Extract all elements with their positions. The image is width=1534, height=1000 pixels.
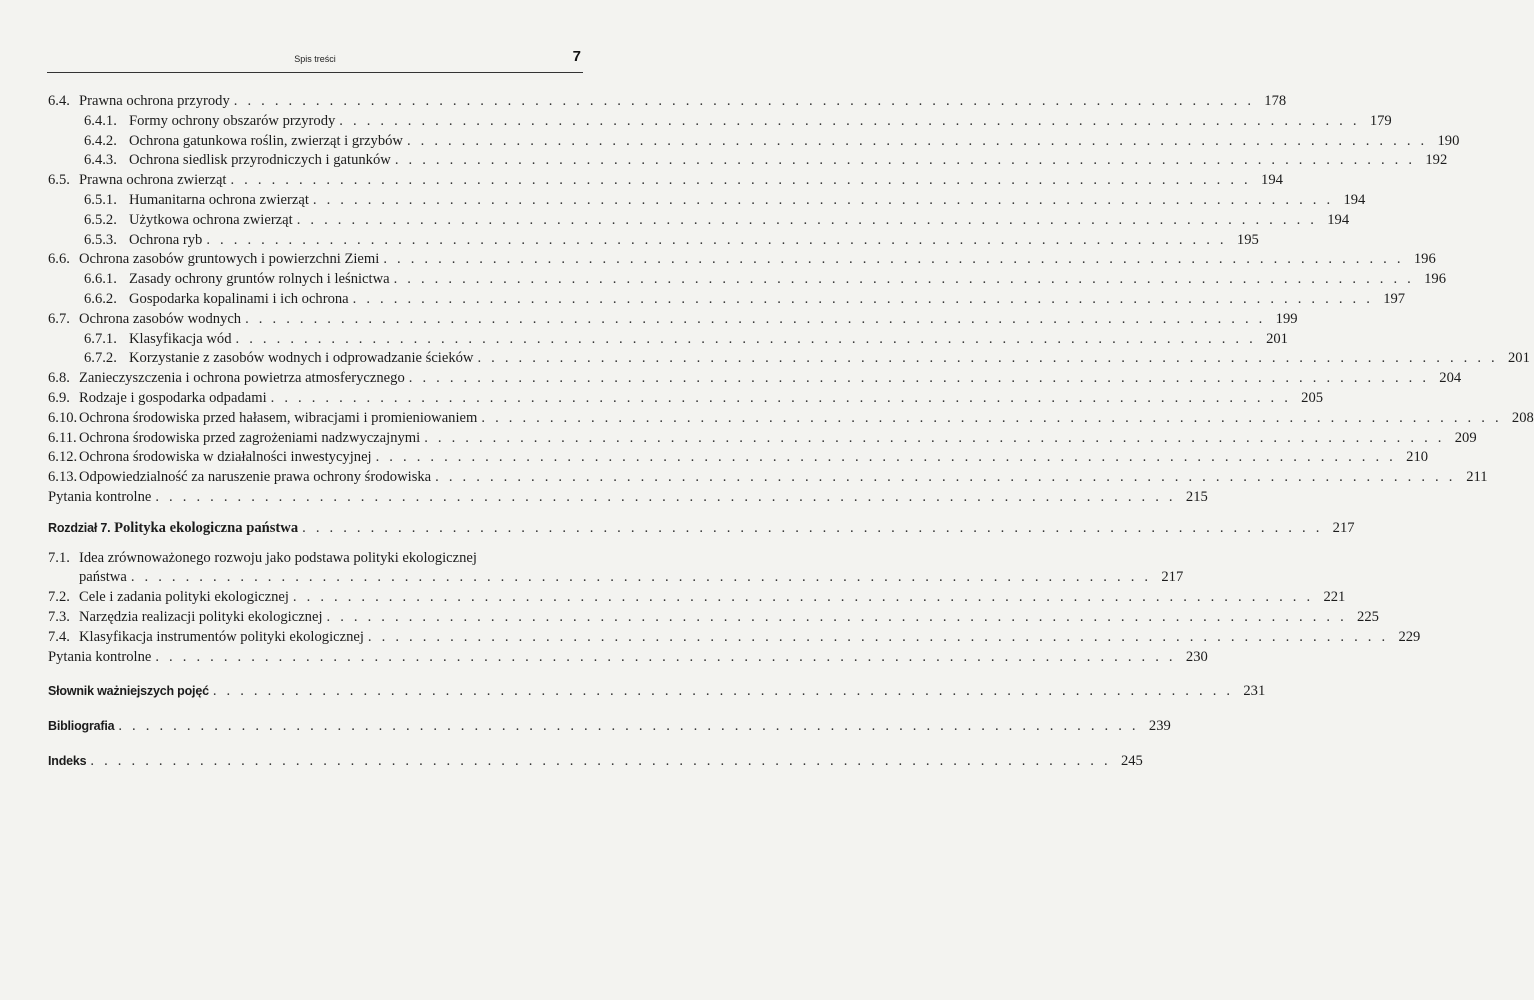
toc-entry[interactable] (48, 448, 1429, 468)
toc-entry-title-group (48, 171, 226, 191)
toc-entry-title: Użytkowa ochrona zwierząt (129, 211, 293, 228)
toc-entry-title: Ochrona środowiska przed zagrożeniami nadzwyczajnymi (79, 429, 421, 446)
toc-entry-title-group (48, 628, 364, 648)
toc-entry[interactable] (48, 468, 1488, 488)
toc-entry-title: Pytania kontrolne (48, 488, 152, 505)
leader-dots: . . . . . . . . . . . . . . . . . . . . . . . . . . . . . . . . . . . . . . . . . . . . . . . . . . . . . . . . . . . . . . . . . . . . . . . . . . . (367, 628, 1389, 645)
toc-entry-number: 6.5.2. (84, 211, 117, 228)
toc-entry-title: Zanieczyszczenia i ochrona powietrza atmosferycznego (79, 370, 405, 387)
page-ref: 217 (1332, 519, 1355, 536)
toc-entry[interactable] (48, 290, 1406, 310)
leader-dots: . . . . . . . . . . . . . . . . . . . . . . . . . . . . . . . . . . . . . . . . . . . . . . . . . . . . . . . . . . . . . . . . . . . . . . . . . . . (130, 569, 1152, 586)
toc-entry-title-group (48, 409, 477, 429)
toc-entry-number: 6.7.1. (84, 330, 117, 347)
toc-entry-number: 7.2. (48, 589, 70, 606)
toc-section-chapter-6 (48, 92, 1534, 508)
toc-entry[interactable] (48, 409, 1534, 429)
page-ref: 225 (1357, 608, 1379, 625)
page-ref: 215 (1185, 488, 1208, 505)
toc-entry-title-group (48, 608, 323, 628)
toc-entry[interactable] (48, 349, 1530, 369)
toc-entry[interactable] (48, 429, 1477, 449)
toc-entry-title: Ochrona środowiska w działalności inwestycyjnej (79, 449, 372, 466)
toc-entry-title: Ochrona zasobów wodnych (79, 310, 242, 327)
header-rule (47, 72, 583, 73)
chapter-title: Polityka ekologiczna państwa (114, 519, 299, 536)
page-ref: 211 (1466, 469, 1488, 486)
page-ref: 179 (1369, 112, 1392, 129)
toc-entry-backmatter[interactable] (48, 717, 1171, 737)
leader-dots: . . . . . . . . . . . . . . . . . . . . . . . . . . . . . . . . . . . . . . . . . . . . . . . . . . . . . . . . . . . . . . . . . . . . . . . . . . . (312, 191, 1334, 208)
toc-entry-number: 6.11. (48, 429, 77, 446)
toc-entry-title: Indeks (48, 753, 87, 768)
toc-entry[interactable] (48, 211, 1350, 231)
toc-entry-title: Ochrona środowiska przed hałasem, wibracjami i promieniowaniem (79, 409, 478, 426)
toc-entry-title-group (48, 250, 379, 270)
toc-entry-number: 6.7. (48, 310, 70, 327)
toc-entry[interactable] (48, 151, 1448, 171)
page-ref: 209 (1454, 429, 1477, 446)
toc-entry-number: 6.12. (48, 449, 78, 466)
toc-entry[interactable] (48, 270, 1447, 290)
leader-dots: . . . . . . . . . . . . . . . . . . . . . . . . . . . . . . . . . . . . . . . . . . . . . . . . . . . . . . . . . . . . . . . . . . . . . . . . . . . (118, 718, 1139, 735)
toc-entry-number: 6.5.3. (84, 231, 117, 248)
page-ref: 178 (1264, 93, 1287, 109)
toc-entry-number: 7.3. (48, 608, 70, 625)
toc-entry[interactable] (48, 92, 1287, 112)
page-ref: 194 (1261, 172, 1283, 189)
toc-entry-title-group (84, 231, 202, 251)
toc-entry-title: Ochrona siedlisk przyrodniczych i gatunków (129, 152, 391, 169)
toc-entry-title-group (48, 92, 230, 112)
toc-entry[interactable] (48, 250, 1436, 270)
page-ref: 208 (1511, 409, 1534, 426)
toc-entry-title: Ochrona ryb (129, 231, 203, 248)
toc-entry-title-group (48, 448, 372, 468)
toc-entry[interactable] (48, 191, 1366, 211)
toc-entry-number: 6.7.2. (84, 350, 117, 367)
toc-entry-number: 6.5. (48, 172, 70, 189)
leader-dots: . . . . . . . . . . . . . . . . . . . . . . . . . . . . . . . . . . . . . . . . . . . . . . . . . . . . . . . . . . . . . . . . . . . . . . . . . . . (233, 93, 1255, 109)
toc-entry-title: Bibliografia (48, 719, 115, 734)
toc-entry-title: Odpowiedzialność za naruszenie prawa ochrony środowiska (79, 469, 432, 486)
page-ref: 229 (1398, 628, 1421, 645)
toc-entry-title: Formy ochrony obszarów przyrody (129, 112, 336, 129)
toc-entry-number: 6.13. (48, 469, 78, 486)
toc-entry[interactable] (48, 588, 1346, 608)
chapter-label: Rozdział 7. (48, 520, 111, 535)
page-ref: 199 (1275, 310, 1298, 327)
page-ref: 196 (1424, 271, 1447, 288)
toc-entry-title: Zasady ochrony gruntów rolnych i leśnictwa (129, 271, 390, 288)
page-ref: 204 (1439, 370, 1462, 387)
toc-entry-number: 6.6. (48, 251, 70, 268)
toc-entry-chapter-7[interactable] (48, 519, 1355, 539)
toc-entry-title-group (84, 270, 390, 290)
page-ref: 230 (1185, 648, 1208, 665)
toc-entry[interactable] (48, 132, 1460, 152)
toc-entry-title-group (84, 191, 309, 211)
page-ref: 192 (1425, 152, 1448, 169)
page-ref: 245 (1120, 752, 1143, 769)
toc-entry[interactable] (48, 488, 1208, 508)
toc-entry[interactable] (48, 389, 1324, 409)
page-ref: 196 (1413, 251, 1436, 268)
page-ref: 190 (1437, 132, 1460, 149)
toc-entry-number: 6.10. (48, 409, 78, 426)
leader-dots: . . . . . . . . . . . . . . . . . . . . . . . . . . . . . . . . . . . . . . . . . . . . . . . . . . . . . . . . . . . . . . . . . . . . . . . . . . . (206, 231, 1227, 248)
toc-entry-title-group (84, 151, 391, 171)
toc-entry-title-group (48, 429, 420, 449)
toc-entry[interactable] (48, 648, 1208, 668)
toc-entry-title-group (48, 369, 405, 389)
toc-entry[interactable] (48, 231, 1259, 251)
toc-entry[interactable] (48, 608, 1379, 628)
toc-entry-title-group (84, 132, 403, 152)
leader-dots: . . . . . . . . . . . . . . . . . . . . . . . . . . . . . . . . . . . . . . . . . . . . . . . . . . . . . . . . . . . . . . . . . . . . . . . . . . . (477, 350, 1498, 367)
toc-entry-title-group (48, 468, 431, 488)
leader-dots: . . . . . . . . . . . . . . . . . . . . . . . . . . . . . . . . . . . . . . . . . . . . . . . . . . . . . . . . . . . . . . . . . . . . . . . . . . . (235, 330, 1256, 347)
toc-entry-title-group (84, 349, 473, 369)
toc-entry-title-group (48, 488, 151, 508)
leader-dots: . . . . . . . . . . . . . . . . . . . . . . . . . . . . . . . . . . . . . . . . . . . . . . . . . . . . . . . . . . . . . . . . . . . . . . . . . . . (408, 370, 1430, 387)
toc-entry[interactable] (48, 171, 1283, 191)
toc-entry-line-1 (48, 549, 582, 569)
toc-entry-backmatter[interactable] (48, 752, 1143, 772)
page-ref: 195 (1236, 231, 1259, 248)
running-header-title: Spis treści (294, 54, 336, 64)
leader-dots: . . . . . . . . . . . . . . . . . . . . . . . . . . . . . . . . . . . . . . . . . . . . . . . . . . . . . . . . . . . . . . . . . . . . . . . . . . . (302, 519, 1323, 536)
toc-entry-title: Narzędzia realizacji polityki ekologicznej (79, 608, 323, 625)
leader-dots: . . . . . . . . . . . . . . . . . . . . . . . . . . . . . . . . . . . . . . . . . . . . . . . . . . . . . . . . . . . . . . . . . . . . . . . . . . . (383, 251, 1404, 268)
spacer (48, 667, 582, 682)
toc-entry-title-group (84, 290, 349, 310)
toc-entry-title: Humanitarna ochrona zwierząt (129, 191, 309, 208)
page-ref: 201 (1266, 330, 1288, 347)
page-ref: 194 (1327, 211, 1350, 228)
toc-entry-number: 6.8. (48, 370, 70, 387)
leader-dots: . . . . . . . . . . . . . . . . . . . . . . . . . . . . . . . . . . . . . . . . . . . . . . . . . . . . . . . . . . . . . . . . . . . . . . . . . . . (292, 589, 1314, 606)
page-ref: 205 (1301, 389, 1324, 406)
toc-entry-number: 6.4. (48, 93, 70, 109)
table-of-contents (48, 92, 1534, 772)
toc-entry-title: Ochrona gatunkowa roślin, zwierząt i grzybów (129, 132, 403, 149)
toc-entry-title-group (48, 310, 241, 330)
toc-entry-title-group (48, 588, 289, 608)
leader-dots: . . . . . . . . . . . . . . . . . . . . . . . . . . . . . . . . . . . . . . . . . . . . . . . . . . . . . . . . . . . . . . . . . . . . . . . . . . . (406, 132, 1428, 149)
leader-dots: . . . . . . . . . . . . . . . . . . . . . . . . . . . . . . . . . . . . . . . . . . . . . . . . . . . . . . . . . . . . . . . . . . . . . . . . . . . (326, 608, 1347, 625)
leader-dots: . . . . . . . . . . . . . . . . . . . . . . . . . . . . . . . . . . . . . . . . . . . . . . . . . . . . . . . . . . . . . . . . . . . . . . . . . . . (155, 648, 1176, 665)
toc-entry-title: Klasyfikacja wód (129, 330, 232, 347)
toc-entry-title-line-2: państwa (79, 569, 127, 586)
spacer (48, 702, 582, 717)
page-ref: 239 (1148, 718, 1171, 735)
page-ref: 217 (1161, 569, 1184, 586)
toc-entry-title: Słownik ważniejszych pojęć (48, 684, 209, 699)
toc-entry-title-group (48, 389, 267, 409)
toc-entry[interactable] (48, 628, 1421, 648)
toc-entry-number: 6.6.2. (84, 290, 117, 307)
toc-entry[interactable] (48, 549, 1184, 589)
toc-entry[interactable] (48, 310, 1298, 330)
toc-entry-number: 6.4.2. (84, 132, 117, 149)
toc-backmatter (48, 667, 1266, 771)
leader-dots: . . . . . . . . . . . . . . . . . . . . . . . . . . . . . . . . . . . . . . . . . . . . . . . . . . . . . . . . . . . . . . . . . . . . . . . . . . . (270, 389, 1292, 406)
toc-entry-title-group (84, 330, 232, 350)
leader-dots: . . . . . . . . . . . . . . . . . . . . . . . . . . . . . . . . . . . . . . . . . . . . . . . . . . . . . . . . . . . . . . . . . . . . . . . . . . . (424, 429, 1445, 446)
toc-entry-title-group (48, 648, 151, 668)
leader-dots: . . . . . . . . . . . . . . . . . . . . . . . . . . . . . . . . . . . . . . . . . . . . . . . . . . . . . . . . . . . . . . . . . . . . . . . . . . . (339, 112, 1360, 129)
toc-entry-title: Rodzaje i gospodarka odpadami (79, 389, 267, 406)
toc-entry[interactable] (48, 330, 1288, 350)
toc-entry-title: Korzystanie z zasobów wodnych i odprowadzanie ścieków (129, 350, 474, 367)
leader-dots: . . . . . . . . . . . . . . . . . . . . . . . . . . . . . . . . . . . . . . . . . . . . . . . . . . . . . . . . . . . . . . . . . . . . . . . . . . . (375, 449, 1397, 466)
leader-dots: . . . . . . . . . . . . . . . . . . . . . . . . . . . . . . . . . . . . . . . . . . . . . . . . . . . . . . . . . . . . . . . . . . . . . . . . . . . (245, 310, 1266, 327)
toc-entry-title: Prawna ochrona przyrody (79, 93, 230, 109)
toc-entry-title: Pytania kontrolne (48, 648, 152, 665)
page-ref: 231 (1243, 683, 1266, 700)
toc-entry-title: Gospodarka kopalinami i ich ochrona (129, 290, 349, 307)
toc-entry-number: 6.5.1. (84, 191, 117, 208)
page-ref: 221 (1323, 589, 1346, 606)
toc-entry-number: 7.4. (48, 628, 70, 645)
leader-dots: . . . . . . . . . . . . . . . . . . . . . . . . . . . . . . . . . . . . . . . . . . . . . . . . . . . . . . . . . . . . . . . . . . . . . . . . . . . (435, 469, 1456, 486)
toc-entry-number: 6.4.3. (84, 152, 117, 169)
page-ref: 194 (1343, 191, 1366, 208)
page-ref: 197 (1383, 290, 1406, 307)
toc-entry-number: 6.6.1. (84, 271, 117, 288)
toc-entry-line-2 (48, 568, 1184, 588)
toc-entry[interactable] (48, 369, 1462, 389)
toc-entry[interactable] (48, 112, 1392, 132)
toc-entry-backmatter[interactable] (48, 682, 1266, 702)
leader-dots: . . . . . . . . . . . . . . . . . . . . . . . . . . . . . . . . . . . . . . . . . . . . . . . . . . . . . . . . . . . . . . . . . . . . . . . . . . . (296, 211, 1318, 228)
spacer (48, 737, 582, 752)
toc-entry-title-group (84, 112, 335, 132)
page-ref: 210 (1406, 449, 1429, 466)
toc-entry-title: Prawna ochrona zwierząt (79, 172, 227, 189)
toc-entry-number: 6.4.1. (84, 112, 117, 129)
toc-entry-number: 6.9. (48, 389, 70, 406)
toc-entry-title-line-1: Idea zrównoważonego rozwoju jako podstawa polityki ekologicznej (79, 549, 477, 566)
page-ref: 201 (1508, 350, 1530, 367)
toc-entry-title: Cele i zadania polityki ekologicznej (79, 589, 289, 606)
toc-section-chapter-7 (48, 549, 1421, 668)
leader-dots: . . . . . . . . . . . . . . . . . . . . . . . . . . . . . . . . . . . . . . . . . . . . . . . . . . . . . . . . . . . . . . . . . . . . . . . . . . . (352, 290, 1374, 307)
leader-dots: . . . . . . . . . . . . . . . . . . . . . . . . . . . . . . . . . . . . . . . . . . . . . . . . . . . . . . . . . . . . . . . . . . . . . . . . . . . (394, 152, 1416, 169)
toc-entry-title: Klasyfikacja instrumentów polityki ekologicznej (79, 628, 364, 645)
leader-dots: . . . . . . . . . . . . . . . . . . . . . . . . . . . . . . . . . . . . . . . . . . . . . . . . . . . . . . . . . . . . . . . . . . . . . . . . . . . (230, 172, 1251, 189)
leader-dots: . . . . . . . . . . . . . . . . . . . . . . . . . . . . . . . . . . . . . . . . . . . . . . . . . . . . . . . . . . . . . . . . . . . . . . . . . . . (481, 409, 1502, 426)
leader-dots: . . . . . . . . . . . . . . . . . . . . . . . . . . . . . . . . . . . . . . . . . . . . . . . . . . . . . . . . . . . . . . . . . . . . . . . . . . . (393, 271, 1415, 288)
leader-dots: . . . . . . . . . . . . . . . . . . . . . . . . . . . . . . . . . . . . . . . . . . . . . . . . . . . . . . . . . . . . . . . . . . . . . . . . . . . (212, 683, 1234, 700)
running-header (47, 48, 583, 68)
toc-entry-number: 7.1. (48, 549, 70, 566)
leader-dots: . . . . . . . . . . . . . . . . . . . . . . . . . . . . . . . . . . . . . . . . . . . . . . . . . . . . . . . . . . . . . . . . . . . . . . . . . . . (90, 752, 1111, 769)
toc-entry-title-group (84, 211, 293, 231)
toc-entry-title: Ochrona zasobów gruntowych i powierzchni Ziemi (79, 251, 380, 268)
page-number: 7 (572, 48, 581, 65)
leader-dots: . . . . . . . . . . . . . . . . . . . . . . . . . . . . . . . . . . . . . . . . . . . . . . . . . . . . . . . . . . . . . . . . . . . . . . . . . . . (155, 488, 1176, 505)
